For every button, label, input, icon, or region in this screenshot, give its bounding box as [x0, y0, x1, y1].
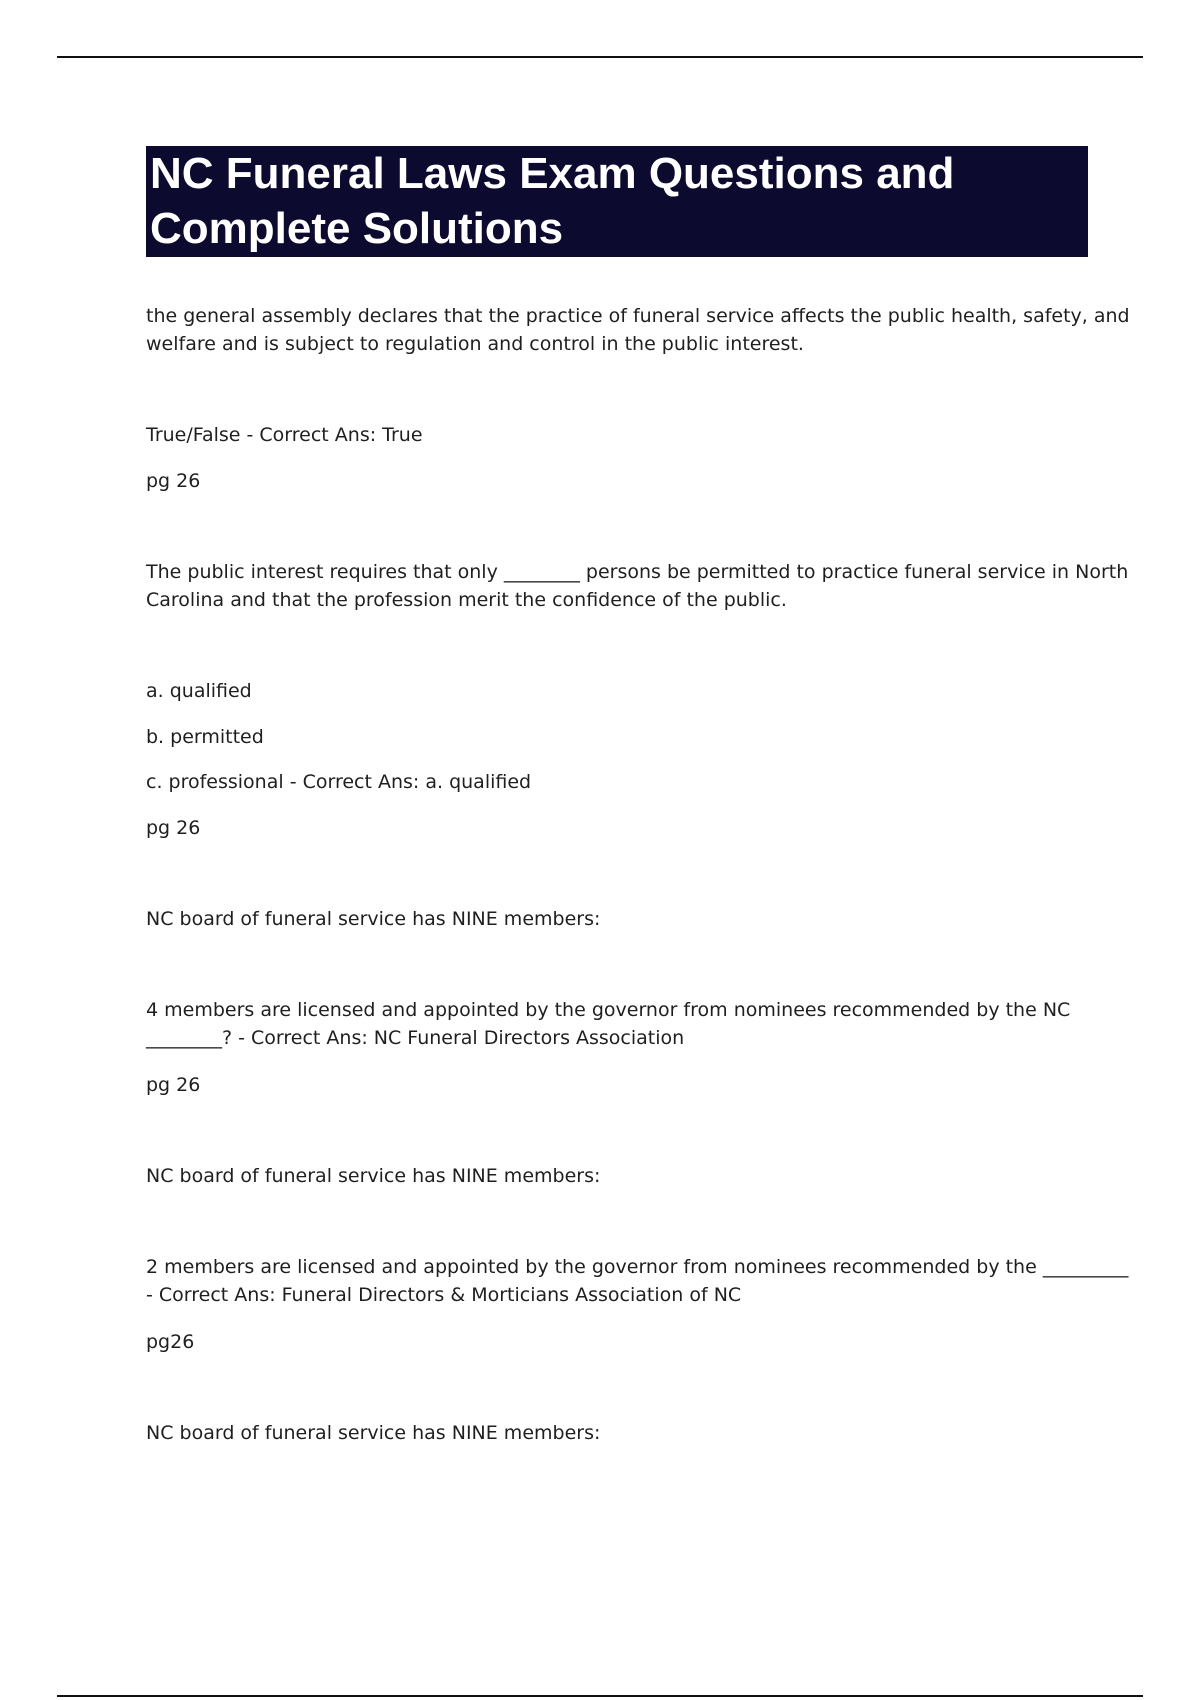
text-line: a. qualified — [146, 680, 252, 702]
option-c-answer — [146, 768, 1096, 796]
question-heading — [146, 1419, 1096, 1447]
text-line: pg26 — [146, 1331, 195, 1353]
answer-line — [146, 421, 1096, 449]
question-heading — [146, 1162, 1096, 1190]
text-line: c. professional - Correct Ans: a. qualified — [146, 771, 532, 793]
text-line: welfare and is subject to regulation and control in the public interest. — [146, 333, 804, 355]
top-rule — [57, 56, 1143, 58]
text-line: True/False - Correct Ans: True — [146, 424, 423, 446]
page-reference — [146, 814, 1096, 842]
statement-paragraph — [146, 302, 1130, 358]
text-line: pg 26 — [146, 470, 201, 492]
text-line: The public interest requires that only ________ persons be permitted to practice funeral service in North — [146, 561, 1129, 583]
text-line: b. permitted — [146, 726, 264, 748]
text-line: Carolina and that the profession merit the confidence of the public. — [146, 589, 787, 611]
text-line: the general assembly declares that the practice of funeral service affects the public health, safety, and — [146, 305, 1130, 327]
question-paragraph — [146, 996, 1096, 1052]
text-line: pg 26 — [146, 1074, 201, 1096]
bottom-rule — [57, 1695, 1143, 1697]
text-line: ________? - Correct Ans: NC Funeral Directors Association — [146, 1027, 685, 1049]
text-line: NC board of funeral service has NINE members: — [146, 908, 601, 930]
title-line-1: NC Funeral Laws Exam Questions and — [150, 149, 955, 198]
text-line: - Correct Ans: Funeral Directors & Morticians Association of NC — [146, 1284, 742, 1306]
page-reference — [146, 1328, 1096, 1356]
text-line: NC board of funeral service has NINE members: — [146, 1422, 601, 1444]
text-line: pg 26 — [146, 817, 201, 839]
title-line-2: Complete Solutions — [150, 204, 564, 253]
text-line: NC board of funeral service has NINE members: — [146, 1165, 601, 1187]
text-line: 2 members are licensed and appointed by the governor from nominees recommended by the _________ — [146, 1256, 1129, 1278]
question-heading — [146, 905, 1096, 933]
option-a — [146, 677, 1096, 705]
page-reference — [146, 1071, 1096, 1099]
page-reference — [146, 467, 1096, 495]
question-paragraph — [146, 1253, 1129, 1309]
option-b — [146, 723, 1096, 751]
document-title — [146, 146, 1088, 257]
question-paragraph — [146, 558, 1129, 614]
text-line: 4 members are licensed and appointed by the governor from nominees recommended by the NC — [146, 999, 1071, 1021]
